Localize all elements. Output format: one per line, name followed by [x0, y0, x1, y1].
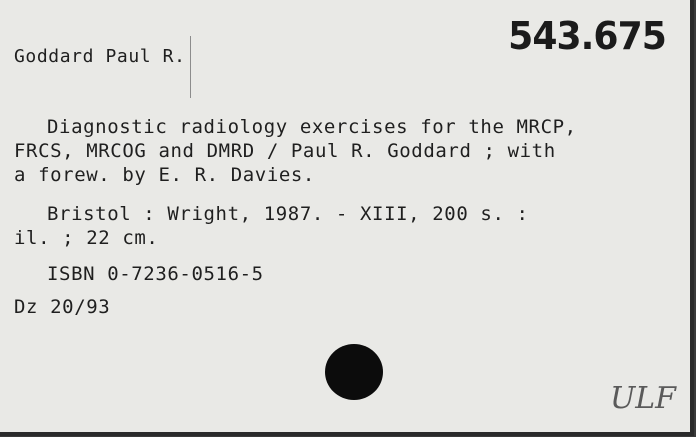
shelf-note: Dz 20/93	[14, 296, 111, 318]
title-line-2: FRCS, MRCOG and DMRD / Paul R. Goddard ; with	[14, 140, 556, 162]
imprint-line-1: Bristol : Wright, 1987. - XIII, 200 s. :	[47, 203, 529, 225]
title-line-1: Diagnostic radiology exercises for the MRCP,	[47, 116, 577, 138]
isbn: ISBN 0-7236-0516-5	[47, 263, 264, 285]
punch-hole	[325, 344, 383, 400]
author-heading: Goddard Paul R.	[14, 46, 186, 67]
call-number: 543.675	[508, 14, 666, 58]
pencil-divider	[190, 36, 191, 98]
imprint-line-2: il. ; 22 cm.	[14, 227, 159, 249]
handwritten-initials: ULF	[609, 381, 676, 416]
title-line-3: a forew. by E. R. Davies.	[14, 164, 315, 186]
